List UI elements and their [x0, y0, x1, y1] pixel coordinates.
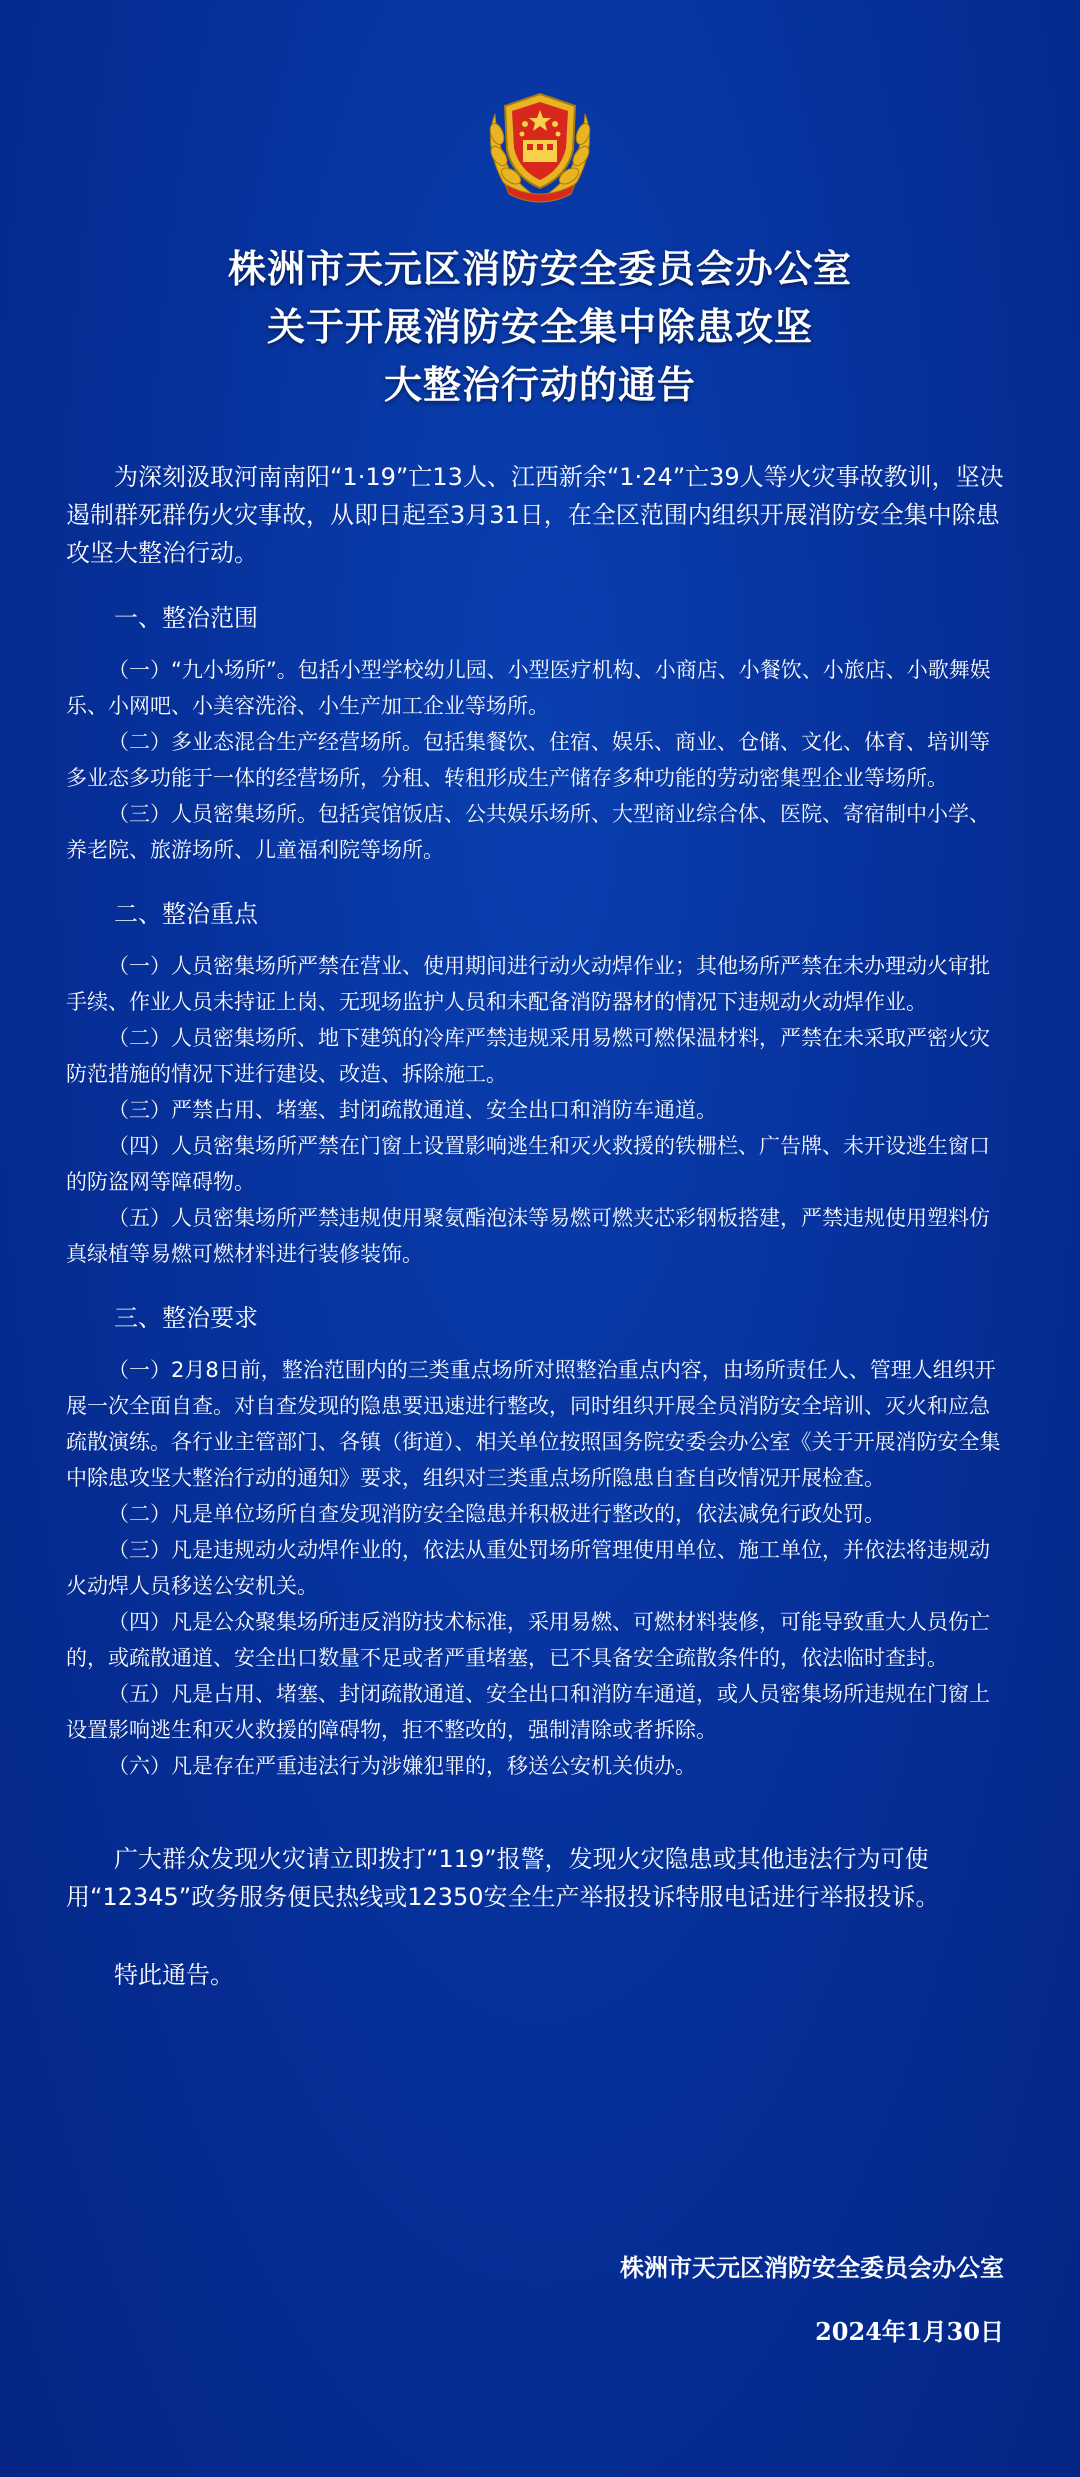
- section-heading: 三、整治要求: [114, 1304, 258, 1332]
- list-item: （三）严禁占用、堵塞、封闭疏散通道、安全出口和消防车通道。: [108, 1098, 717, 1122]
- section-scope: [66, 600, 1006, 868]
- intro-paragraph: 为深刻汲取河南南阳“1·19”亡13人、江西新余“1·24”亡39人等火灾事故教训，坚决遏制群死群伤火灾事故，从即日起至3月31日，在全区范围内组织开展消防安全集中除患攻坚大整治行动。: [66, 463, 1004, 567]
- list-item: （二）多业态混合生产经营场所。包括集餐饮、住宿、娱乐、商业、仓储、文化、体育、培训等多业态多功能于一体的经营场所，分租、转租形成生产储存多种功能的劳动密集型企业等场所。: [66, 730, 990, 790]
- list-item: （五）人员密集场所严禁违规使用聚氨酯泡沫等易燃可燃夹芯彩钢板搭建，严禁违规使用塑料仿真绿植等易燃可燃材料进行装修装饰。: [66, 1206, 990, 1266]
- title-line-3: 大整治行动的通告: [383, 362, 696, 407]
- list-item: （二）人员密集场所、地下建筑的冷库严禁违规采用易燃可燃保温材料，严禁在未采取严密火灾防范措施的情况下进行建设、改造、拆除施工。: [66, 1026, 990, 1086]
- list-item: （五）凡是占用、堵塞、封闭疏散通道、安全出口和消防车通道，或人员密集场所违规在门窗上设置影响逃生和灭火救援的障碍物，拒不整改的，强制清除或者拆除。: [66, 1682, 990, 1742]
- fire-rescue-emblem-icon: [475, 84, 605, 204]
- list-item: （四）凡是公众聚集场所违反消防技术标准，采用易燃、可燃材料装修，可能导致重大人员伤亡的，或疏散通道、安全出口数量不足或者严重堵塞，已不具备安全疏散条件的，依法临时查封。: [66, 1610, 990, 1670]
- notice-title: [0, 240, 1080, 414]
- special-notice: 特此通告。: [114, 1961, 234, 1989]
- section-heading: 一、整治范围: [114, 604, 258, 632]
- list-item: （一）“九小场所”。包括小型学校幼儿园、小型医疗机构、小商店、小餐饮、小旅店、小歌舞娱乐、小网吧、小美容洗浴、小生产加工企业等场所。: [66, 658, 991, 718]
- list-item: （一）人员密集场所严禁在营业、使用期间进行动火动焊作业；其他场所严禁在未办理动火审批手续、作业人员未持证上岗、无现场监护人员和未配备消防器材的情况下违规动火动焊作业。: [66, 954, 990, 1014]
- section-requirements: [66, 1300, 1006, 1784]
- issue-date: 2024年1月30日: [815, 2317, 1004, 2346]
- closing-paragraph: 广大群众发现火灾请立即拨打“119”报警，发现火灾隐患或其他违法行为可使用“12345”政务服务便民热线或12350安全生产举报投诉特服电话进行举报投诉。: [66, 1845, 940, 1911]
- section-focus: [66, 896, 1006, 1272]
- title-line-2: 关于开展消防安全集中除患攻坚: [266, 304, 813, 349]
- list-item: （四）人员密集场所严禁在门窗上设置影响逃生和灭火救援的铁栅栏、广告牌、未开设逃生窗口的防盗网等障碍物。: [66, 1134, 990, 1194]
- list-item: （三）凡是违规动火动焊作业的，依法从重处罚场所管理使用单位、施工单位，并依法将违规动火动焊人员移送公安机关。: [66, 1538, 990, 1598]
- notice-body: [66, 458, 1006, 1994]
- list-item: （三）人员密集场所。包括宾馆饭店、公共娱乐场所、大型商业综合体、医院、寄宿制中小学、养老院、旅游场所、儿童福利院等场所。: [66, 802, 990, 862]
- signature-block: [620, 2250, 1004, 2350]
- issuing-organization: 株洲市天元区消防安全委员会办公室: [620, 2253, 1004, 2282]
- list-item: （二）凡是单位场所自查发现消防安全隐患并积极进行整改的，依法减免行政处罚。: [108, 1502, 885, 1526]
- section-heading: 二、整治重点: [114, 900, 258, 928]
- list-item: （一）2月8日前，整治范围内的三类重点场所对照整治重点内容，由场所责任人、管理人组织开展一次全面自查。对自查发现的隐患要迅速进行整改，同时组织开展全员消防安全培训、灭火和应急疏散演练。各行业主管部门、各镇（街道）、相关单位按照国务院安委会办公室《关于开展消防安全集中除患攻坚大整治行动的通知》要求，组织对三类重点场所隐患自查自改情况开展检查。: [66, 1358, 1001, 1490]
- list-item: （六）凡是存在严重违法行为涉嫌犯罪的，移送公安机关侦办。: [108, 1754, 696, 1778]
- title-line-1: 株洲市天元区消防安全委员会办公室: [227, 246, 852, 291]
